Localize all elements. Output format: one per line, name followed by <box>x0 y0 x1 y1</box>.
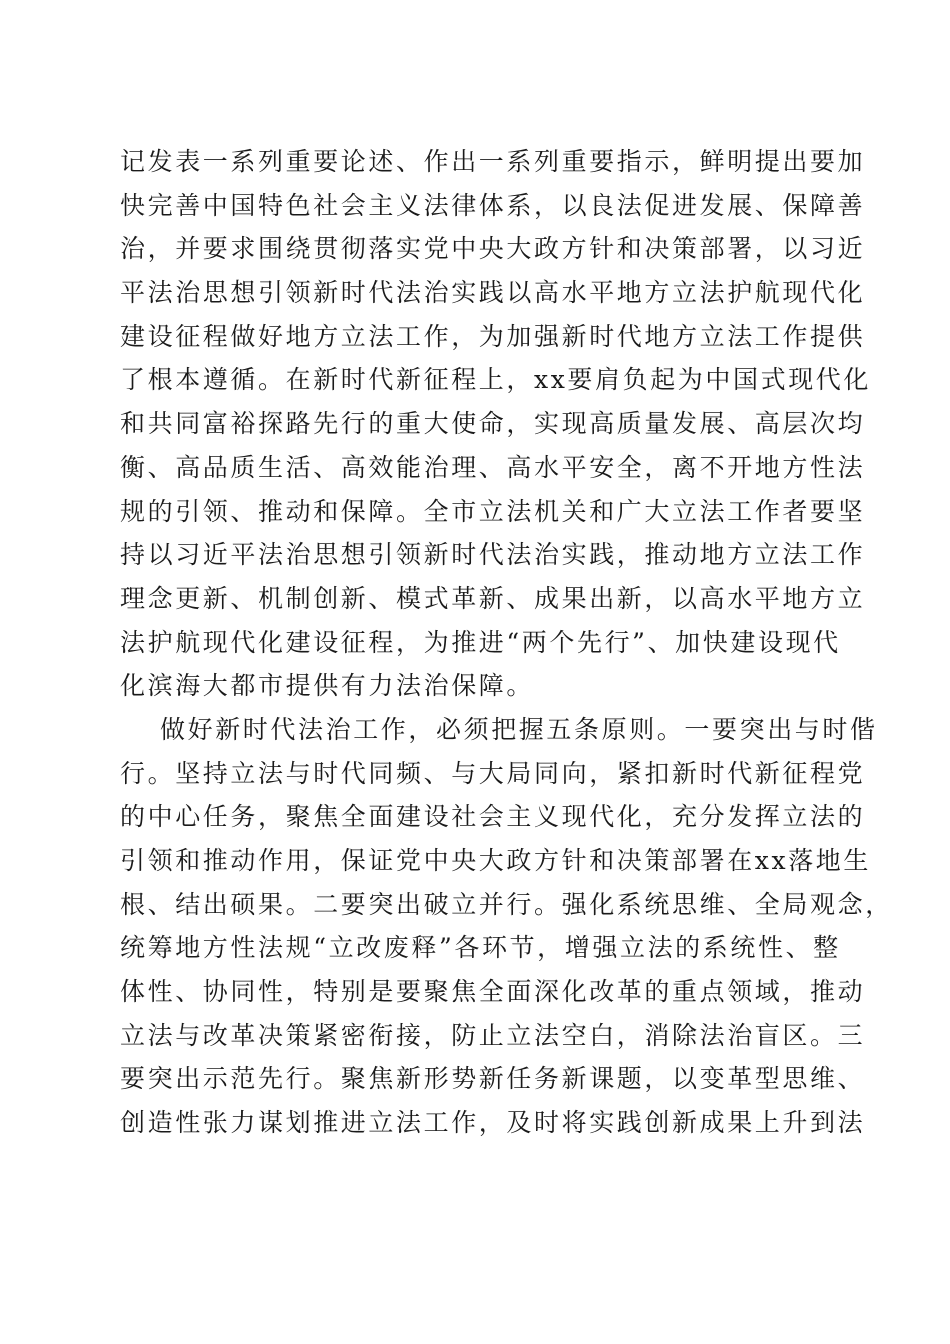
text-line: 立法与改革决策紧密衔接，防止立法空白，消除法治盲区。三 <box>120 1020 866 1050</box>
text-line: 快完善中国特色社会主义法律体系，以良法促进发展、保障善 <box>120 190 866 220</box>
text-line: 体性、协同性，特别是要聚焦全面深化改革的重点领域，推动 <box>120 977 866 1007</box>
text-line: 治，并要求围绕贯彻落实党中央大政方针和决策部署，以习近 <box>120 234 866 264</box>
text-line: 规的引领、推动和保障。全市立法机关和广大立法工作者要坚 <box>120 496 866 526</box>
text-line: 统筹地方性法规“立改废释”各环节，增强立法的系统性、整 <box>120 933 841 963</box>
text-line: 根、结出硕果。二要突出破立并行。强化系统思维、全局观念， <box>120 889 893 919</box>
text-line: 衡、高品质生活、高效能治理、高水平安全，离不开地方性法 <box>120 452 866 482</box>
text-line: 的中心任务，聚焦全面建设社会主义现代化，充分发挥立法的 <box>120 802 866 832</box>
paragraph-2 <box>120 708 893 1145</box>
text-line: 了根本遵循。在新时代新征程上，xx要肩负起为中国式现代化 <box>120 365 872 395</box>
text-line: 建设征程做好地方立法工作，为加强新时代地方立法工作提供 <box>120 321 866 351</box>
text-line: 做好新时代法治工作，必须把握五条原则。一要突出与时偕 <box>160 714 878 744</box>
text-line: 持以习近平法治思想引领新时代法治实践，推动地方立法工作 <box>120 540 866 570</box>
text-line: 化滨海大都市提供有力法治保障。 <box>120 671 535 701</box>
text-line: 法护航现代化建设征程，为推进“两个先行”、加快建设现代 <box>120 627 841 657</box>
text-line: 行。坚持立法与时代同频、与大局同向，紧扣新时代新征程党 <box>120 758 866 788</box>
text-line: 记发表一系列重要论述、作出一系列重要指示，鲜明提出要加 <box>120 147 866 176</box>
document-body <box>120 140 893 1145</box>
text-line: 要突出示范先行。聚焦新形势新任务新课题，以变革型思维、 <box>120 1064 866 1094</box>
text-line: 和共同富裕探路先行的重大使命，实现高质量发展、高层次均 <box>120 409 866 439</box>
paragraph-1 <box>120 140 872 708</box>
text-line: 平法治思想引领新时代法治实践以高水平地方立法护航现代化 <box>120 278 866 308</box>
text-line: 引领和推动作用，保证党中央大政方针和决策部署在xx落地生 <box>120 846 872 875</box>
text-line: 创造性张力谋划推进立法工作，及时将实践创新成果上升到法 <box>120 1108 866 1138</box>
text-line: 理念更新、机制创新、模式革新、成果出新，以高水平地方立 <box>120 583 866 613</box>
